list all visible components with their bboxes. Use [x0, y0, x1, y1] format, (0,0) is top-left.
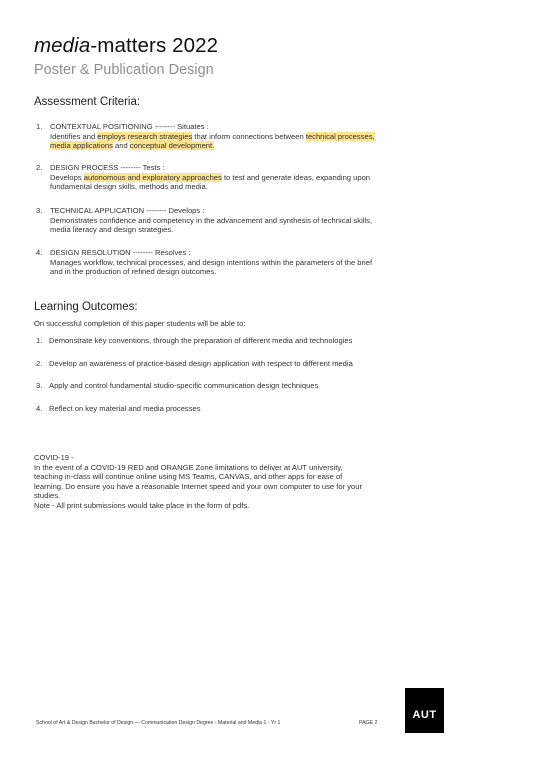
criteria-heading: CONTEXTUAL POSITIONING -------- Situates :	[50, 122, 209, 131]
criteria-number: 2.	[36, 163, 43, 172]
criteria-body: Demonstrates confidence and competency in the advancement and synthesis of technical skills, media literacy and design strategies.	[50, 215, 373, 235]
logo-text: AUT	[412, 709, 437, 721]
covid-heading: COVID-19 -	[34, 453, 74, 462]
page-title	[34, 34, 218, 58]
criteria-heading: TECHNICAL APPLICATION -------- Develops :	[50, 206, 205, 215]
outcome-number: 2.	[36, 359, 43, 368]
outcome-item	[36, 336, 352, 345]
outcome-text: Apply and control fundamental studio-specific communication design techniques	[49, 381, 319, 390]
outcomes-intro: On successful completion of this paper students will be able to:	[34, 319, 246, 328]
outcome-number: 3.	[36, 381, 43, 390]
outcome-item	[36, 404, 201, 413]
criteria-heading: DESIGN PROCESS -------- Tests :	[50, 163, 165, 172]
page-subtitle: Poster & Publication Design	[34, 62, 214, 78]
highlight: employs research strategies	[97, 131, 193, 141]
outcome-number: 1.	[36, 336, 43, 345]
highlight: autonomous and exploratory approaches	[83, 172, 222, 182]
title-italic: media	[34, 34, 91, 57]
criteria-body: Identifies and employs research strategies that inform connections between technical processes, media applications and conceptual development.	[50, 131, 375, 151]
criteria-body: Manages workflow, technical processes, and design intentions within the parameters of the brief and in the production of refined design outcomes.	[50, 257, 373, 277]
criteria-number: 1.	[36, 122, 43, 131]
outcome-text: Reflect on key material and media processes	[49, 404, 201, 413]
outcome-item	[36, 359, 353, 368]
outcomes-heading: Learning Outcomes:	[34, 301, 138, 313]
covid-note: Note - All print submissions would take place in the form of pdfs.	[34, 500, 250, 510]
covid-notice	[34, 453, 364, 510]
outcome-text: Demonstrate key conventions, through the preparation of different media and technologies	[49, 336, 353, 345]
criteria-body: Develops autonomous and exploratory approaches to test and generate ideas, expanding upon fundamental design skills, methods and media.	[50, 172, 371, 192]
page-number: PAGE 2	[359, 720, 378, 726]
highlight: technical processes, media applications	[50, 131, 375, 151]
outcome-number: 4.	[36, 404, 43, 413]
title-rest: -matters 2022	[90, 34, 219, 57]
assessment-heading: Assessment Criteria:	[34, 96, 141, 108]
footer-text: School of Art & Design Bachelor of Design — Communication Design Degree - Material and Media 1 - Yr 1	[36, 720, 281, 726]
outcome-text: Develop an awareness of practice-based design application with respect to different media	[49, 359, 353, 368]
outcome-item	[36, 381, 318, 390]
aut-logo	[405, 688, 444, 733]
criteria-heading: DESIGN RESOLUTION -------- Resolves :	[50, 248, 191, 257]
criteria-number: 4.	[36, 248, 43, 257]
covid-body: In the event of a COVID-19 RED and ORANGE Zone limitations to deliver at AUT university, teaching in-class will continue online using MS Teams, CANVAS, and other apps for ease of learning. Do ensure you have a reasonable Internet speed and your own computer to use for your studies.	[34, 462, 362, 500]
criteria-number: 3.	[36, 206, 43, 215]
highlight: conceptual development.	[129, 141, 215, 151]
